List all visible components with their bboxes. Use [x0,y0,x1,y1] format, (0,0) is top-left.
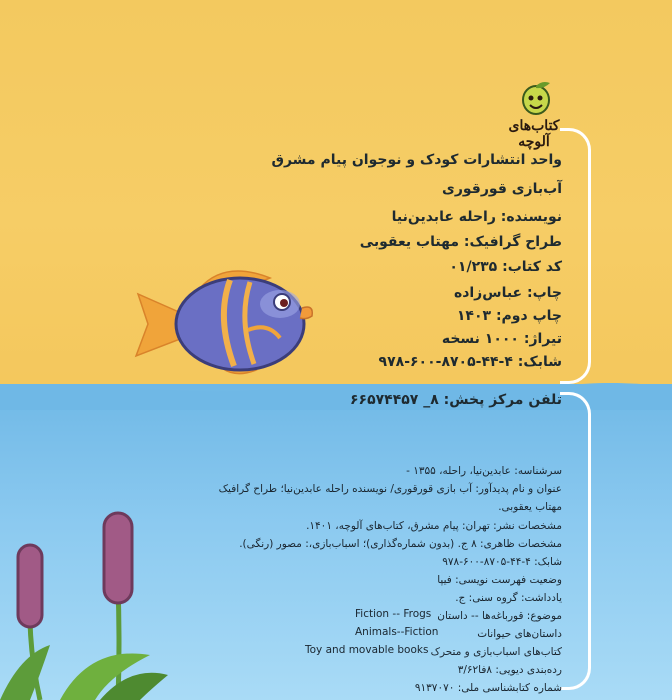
info-bracket-top [560,128,591,384]
cip-isbn: شابک: ۴-۴۴-۸۷۰۵-۶۰۰-۹۷۸ [442,556,562,568]
cip-publication: مشخصات نشر: تهران: پیام مشرق، کتاب‌های آلوچه، ۱۴۰۱. [306,520,562,532]
graphic-designer: طراح گرافیک: مهتاب یعقوبی [359,234,562,250]
info-bracket-bottom [560,392,591,690]
cip-dewey: رده‌بندی دیویی: ۸فا۳/۶۲ [457,664,562,676]
book-code: کد کتاب: ۰۱/۲۳۵ [449,259,562,275]
book-title: آب‌بازی قورقوری [442,181,562,197]
cip-subject2: داستان‌های حیوانات [477,628,562,640]
edition: چاپ دوم: ۱۴۰۳ [456,308,562,324]
publisher-unit: واحد انتشارات کودک و نوجوان پیام مشرق [271,152,562,168]
cip-subject1: موضوع: قورباغه‌ها -- داستان [437,610,562,622]
cip-physical: مشخصات ظاهری: ۸ ج. (بدون شماره‌گذاری)؛ اسباب‌بازی،: مصور (رنگی). [239,538,562,550]
cip-national-number: شماره کتابشناسی ملی: ۹۱۳۷۰۷۰ [414,682,562,694]
cip-subject2-en: Animals--Fiction [355,626,439,638]
plant-illustration [0,505,170,700]
cip-subject3-en: Toy and movable books [305,644,429,656]
author: نویسنده: راحله عابدین‌نیا [391,209,562,225]
cip-subject3: کتاب‌های اسباب‌بازی و متحرک [430,646,562,658]
cip-title-line1: عنوان و نام پدیدآور: آب بازی قورقوری/ نویسنده راحله عابدین‌نیا؛ طراح گرافیک [218,483,562,495]
cip-note: یادداشت: گروه سنی: ج. [455,592,562,604]
cip-heading: سرشناسه: عابدین‌نیا، راحله، ۱۳۵۵ - [406,465,562,477]
cip-subject1-en: Fiction -- Frogs [355,608,432,620]
distribution-phone: تلفن مرکز پخش: ۸_ ۶۶۵۷۴۴۵۷ [349,392,562,408]
printer: چاپ: عباس‌زاده [453,285,562,301]
logo-text: کتاب‌های آلوچه [508,118,560,150]
fish-illustration [130,258,320,388]
isbn: شابک: ۴-۴۴-۸۷۰۵-۶۰۰-۹۷۸ [378,354,562,370]
circulation: تیراژ: ۱۰۰۰ نسخه [441,331,562,347]
cip-title-line2: مهتاب یعقوبی. [498,501,562,513]
cip-status: وضعیت فهرست نویسی: فیپا [437,574,562,586]
